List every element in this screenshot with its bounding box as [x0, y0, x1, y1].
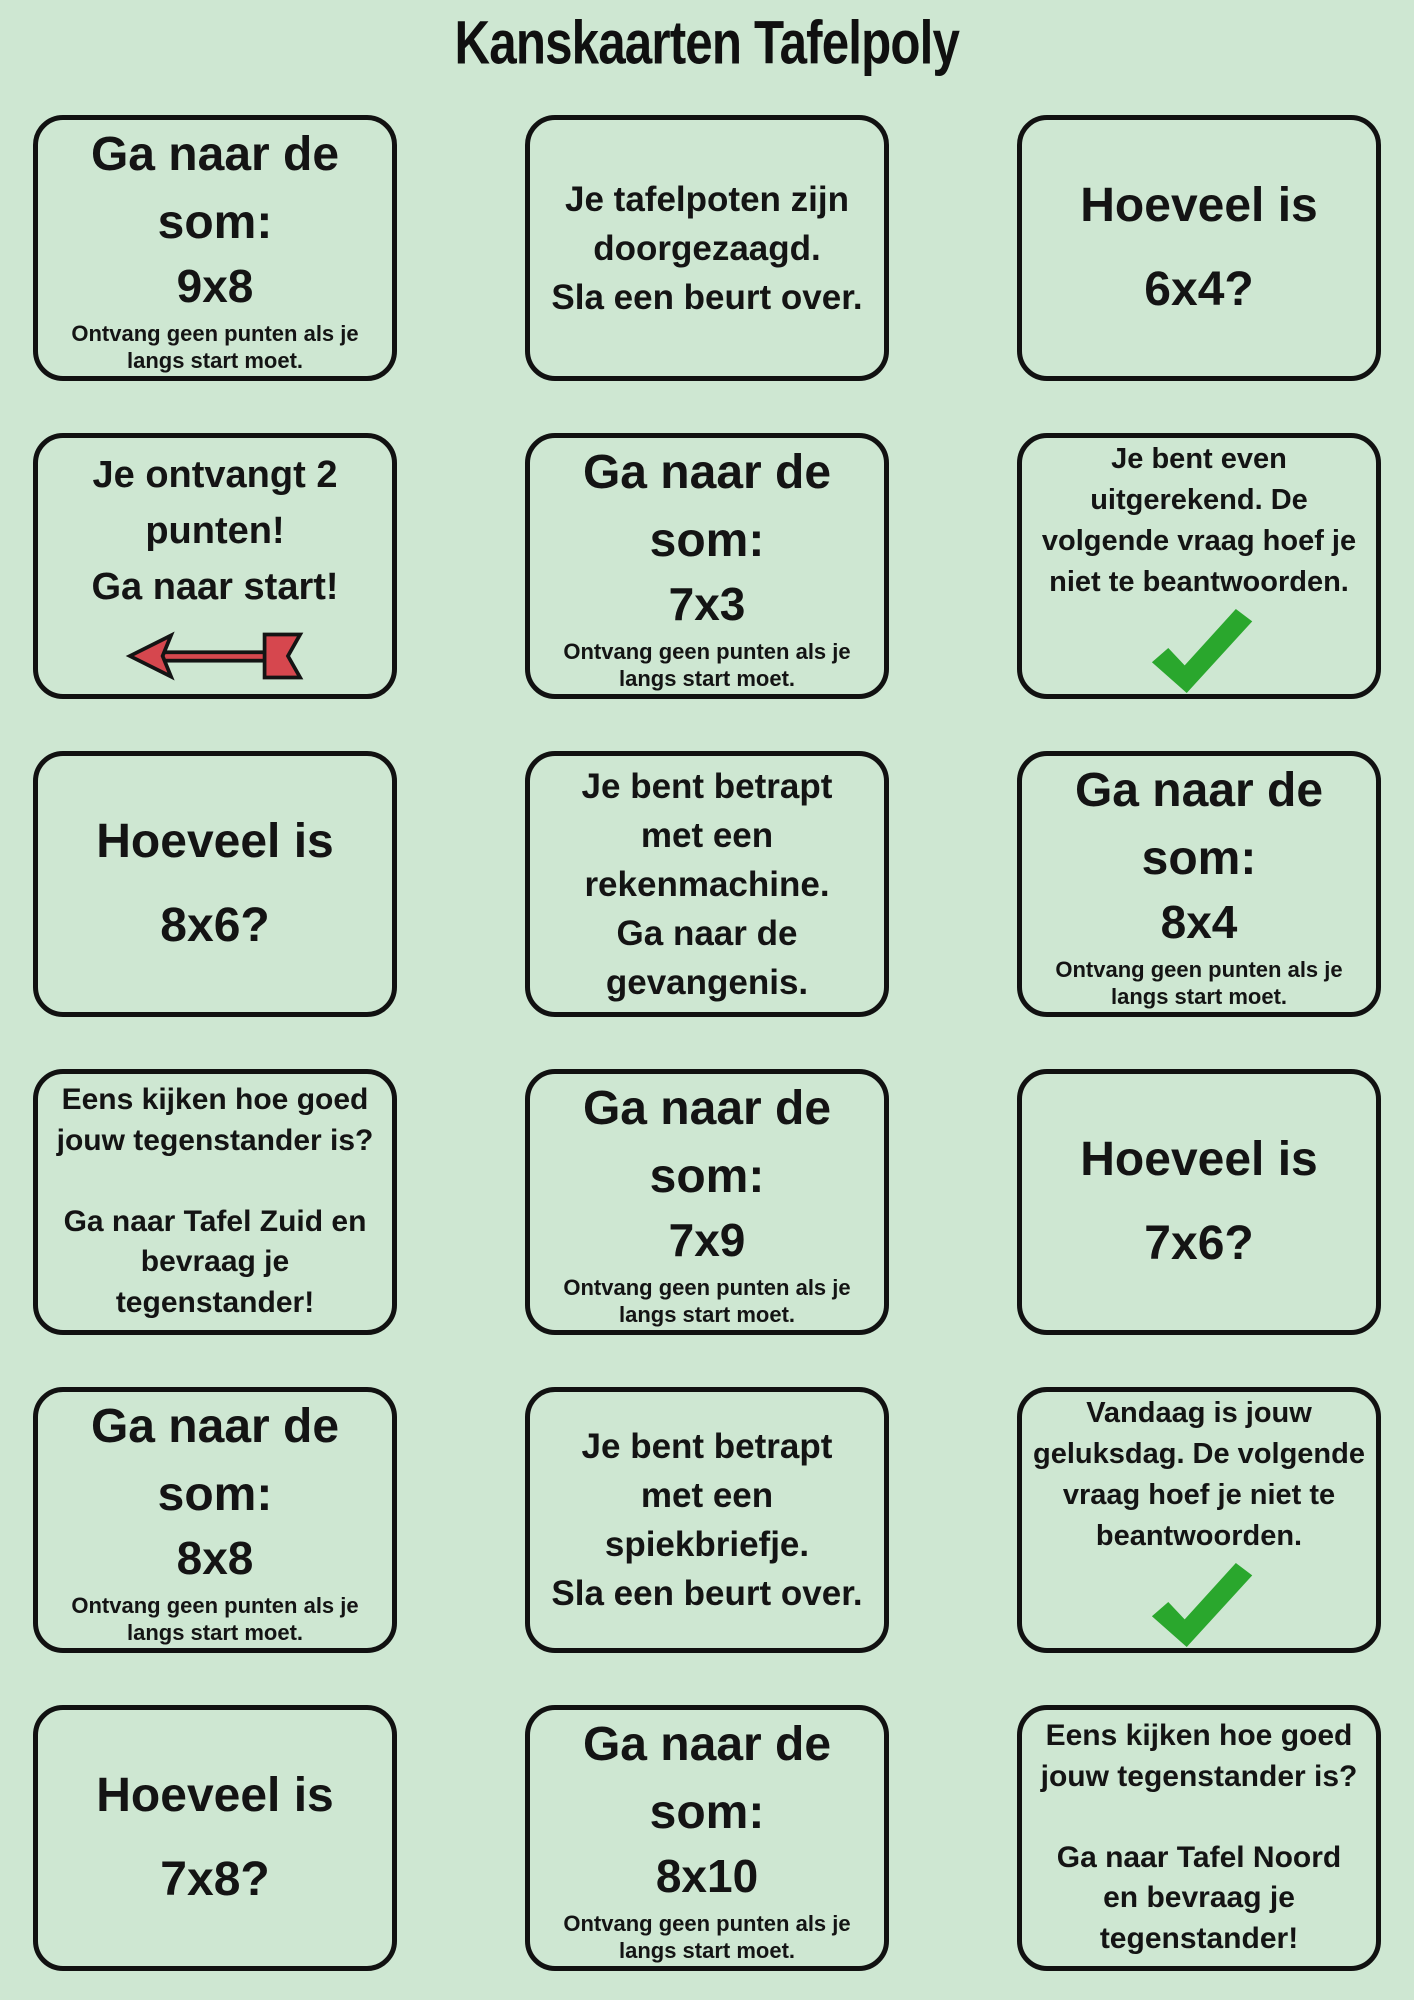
card-3-question: [1017, 115, 1381, 381]
card-16-question: [33, 1705, 397, 1971]
card-text-line: tegenstander!: [115, 1286, 315, 1320]
sum-value: 9x8: [176, 260, 254, 313]
card-text-line: jouw tegenstander is?: [56, 1123, 374, 1157]
card-1-som: [33, 115, 397, 381]
question-line: Hoeveel is: [96, 815, 334, 868]
arrow-left-icon: [124, 627, 306, 685]
check-icon: [1143, 1561, 1255, 1647]
card-text-line: Je bent betrapt: [581, 1427, 833, 1466]
note-block: [71, 1593, 358, 1647]
note-block: [563, 1275, 850, 1329]
card-text-line: Eens kijken hoe goed: [1045, 1719, 1353, 1752]
card-text-line: bevraag je: [140, 1245, 290, 1279]
card-text-line: jouw tegenstander is?: [1040, 1759, 1358, 1793]
card-text-line: doorgezaagd.: [593, 228, 821, 268]
note-block: [563, 639, 850, 693]
card-5-som: [525, 433, 889, 699]
card-9-som: [1017, 751, 1381, 1017]
note-block: [563, 1911, 850, 1965]
note-line: langs start moet.: [618, 1302, 796, 1328]
note-line: Ontvang geen punten als je: [563, 1911, 851, 1937]
sum-value: 7x3: [668, 578, 746, 631]
card-text-line: volgende vraag hoef je: [1041, 525, 1357, 557]
card-18-opponent: [1017, 1705, 1381, 1971]
card-text-line: Je ontvangt 2: [92, 453, 338, 496]
card-text-line: geluksdag. De volgende: [1033, 1437, 1365, 1470]
card-text-line: gevangenis.: [605, 962, 809, 1002]
card-11-som: [525, 1069, 889, 1335]
card-heading-line: som:: [649, 1150, 765, 1204]
note-line: Ontvang geen punten als je: [563, 1275, 851, 1301]
question-line: 7x8?: [160, 1853, 270, 1906]
card-text-line: Sla een beurt over.: [551, 277, 863, 317]
card-4-arrow: [33, 433, 397, 699]
card-text-line: Je bent even: [1111, 442, 1287, 475]
card-text-line: vraag hoef je niet te: [1062, 1479, 1336, 1511]
page-title: Kanskaarten Tafelpoly: [454, 9, 960, 78]
card-heading-line: Ga naar de: [582, 1718, 832, 1772]
sum-value: 8x8: [176, 1532, 254, 1585]
sum-value: 8x10: [655, 1850, 759, 1903]
check-icon: [1143, 607, 1255, 693]
card-6-check: [1017, 433, 1381, 699]
question-line: 6x4?: [1144, 263, 1254, 316]
card-10-opponent: [33, 1069, 397, 1335]
card-14-text: [525, 1387, 889, 1653]
card-8-text: [525, 751, 889, 1017]
card-text-line: tegenstander!: [1099, 1922, 1299, 1956]
card-heading-line: som:: [649, 514, 765, 568]
note-line: langs start moet.: [618, 666, 796, 692]
card-7-question: [33, 751, 397, 1017]
card-text-line: uitgerekend. De: [1090, 483, 1308, 516]
card-text-line: Sla een beurt over.: [551, 1574, 863, 1613]
note-block: [71, 321, 358, 375]
card-heading-line: som:: [1141, 832, 1257, 886]
card-heading-line: som:: [649, 1786, 765, 1840]
card-text-line: beantwoorden.: [1095, 1520, 1303, 1553]
note-line: Ontvang geen punten als je: [563, 639, 851, 665]
sum-value: 7x9: [668, 1214, 746, 1267]
card-text-line: met een: [640, 1476, 774, 1515]
card-heading-line: som:: [157, 1468, 273, 1522]
card-heading-line: Ga naar de: [582, 1082, 832, 1136]
question-line: Hoeveel is: [96, 1769, 334, 1822]
question-line: 8x6?: [160, 899, 270, 952]
note-block: [1055, 957, 1342, 1011]
card-2-text: [525, 115, 889, 381]
note-line: langs start moet.: [126, 348, 304, 374]
card-12-question: [1017, 1069, 1381, 1335]
sum-value: 8x4: [1160, 896, 1238, 949]
card-text-line: punten!: [145, 509, 285, 552]
note-line: Ontvang geen punten als je: [71, 1593, 359, 1619]
card-text-line: niet te beantwoorden.: [1049, 566, 1349, 599]
card-text-line: Je tafelpoten zijn: [565, 179, 849, 219]
card-heading-line: Ga naar de: [582, 446, 832, 500]
card-text-line: Ga naar Tafel Zuid en: [63, 1204, 367, 1238]
card-17-som: [525, 1705, 889, 1971]
card-heading-line: Ga naar de: [90, 128, 340, 182]
card-heading-line: Ga naar de: [1074, 764, 1324, 818]
note-line: langs start moet.: [126, 1620, 304, 1646]
card-text-line: Ga naar de: [616, 913, 798, 953]
cards-grid: [33, 115, 1381, 1971]
card-text-line: Vandaag is jouw: [1086, 1396, 1312, 1429]
card-text-line: Je bent betrapt: [581, 766, 833, 806]
card-heading-line: Ga naar de: [90, 1400, 340, 1454]
card-15-check: [1017, 1387, 1381, 1653]
card-text-line: en bevraag je: [1103, 1881, 1295, 1915]
card-heading-line: som:: [157, 196, 273, 250]
question-line: Hoeveel is: [1080, 179, 1318, 232]
card-text-line: rekenmachine.: [584, 864, 830, 904]
note-line: langs start moet.: [618, 1938, 796, 1964]
question-line: Hoeveel is: [1080, 1133, 1318, 1186]
note-line: Ontvang geen punten als je: [71, 321, 359, 347]
question-line: 7x6?: [1144, 1217, 1254, 1270]
note-line: langs start moet.: [1110, 984, 1288, 1010]
card-text-line: Ga naar Tafel Noord: [1056, 1840, 1342, 1874]
card-text-line: Eens kijken hoe goed: [61, 1083, 369, 1116]
note-line: Ontvang geen punten als je: [1055, 957, 1343, 983]
card-text-line: spiekbriefje.: [604, 1525, 810, 1564]
card-text-line: Ga naar start!: [91, 566, 339, 609]
card-13-som: [33, 1387, 397, 1653]
card-text-line: met een: [640, 815, 774, 855]
page-header: [0, 8, 1414, 78]
